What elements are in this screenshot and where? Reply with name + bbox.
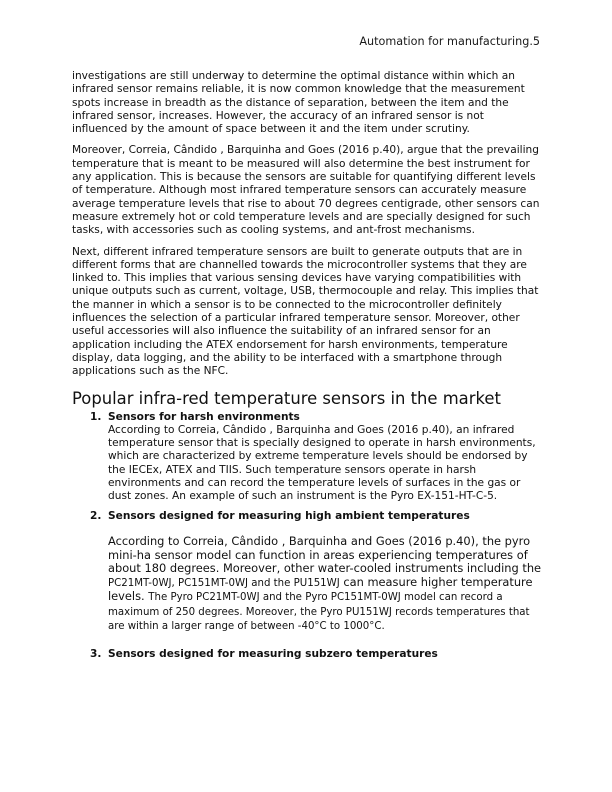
paragraph-3: Next, different infrared temperature sensors are built to generate outputs that are in different forms that are channelled towards the microcontroller systems that they are linked to. This implies that various sensing devices have varying compatibilities with unique outputs such as current, voltage, USB, thermocouple and relay. This implies that the manner in which a sensor is to be connected to the microcontroller definitely influences the selection of a particular infrared temperature sensor. Moreover, other useful accessories will also influence the suitability of an infrared sensor for an application including the ATEX endorsement for harsh environments, temperature display, data logging, and the ability to be interfaced with a smartphone through applications such as the NFC.: [72, 245, 539, 378]
list-item-text: [108, 535, 542, 634]
list-number: 2.: [90, 509, 102, 522]
list-item-title: Sensors for harsh environments: [108, 410, 300, 423]
sensor-list: [72, 411, 542, 662]
list-item-title: Sensors designed for measuring subzero temperatures: [108, 648, 438, 661]
running-head: Automation for manufacturing.5: [359, 35, 540, 48]
text-run: can measure higher temperature levels.: [108, 574, 533, 604]
paragraph-2: Moreover, Correia, Cândido , Barquinha and Goes (2016 p.40), argue that the prevailing temperature that is meant to be measured will also determine the best instrument for any application. This is because the sensors are suitable for quantifying different levels of temperature. Although most infrared temperature sensors can accurately measure average temperature levels that rise to about 70 degrees centigrade, other sensors can measure extremely hot or cold temperature levels and are specially designed for such tasks, with accessories such as cooling systems, and ant-frost mechanisms.: [72, 144, 540, 237]
paragraph-1: investigations are still underway to determine the optimal distance within which an infrared sensor remains reliable, it is now common knowledge that the measurement spots increase in breadth as the distance of separation, between the item and the infrared sensor, increases. However, the accuracy of an infrared sensor is not influenced by the amount of space between it and the item under scrutiny.: [72, 70, 525, 136]
model-names: PC21MT-0WJ, PC151MT-0WJ and the PU151WJ: [108, 577, 340, 589]
list-number: 1.: [90, 410, 102, 423]
list-item: [72, 411, 542, 504]
list-number: 3.: [90, 648, 102, 661]
list-item-text: According to Correia, Cândido , Barquinha and Goes (2016 p.40), an infrared temperature sensor that is specially designed to operate in harsh environments, which are characterized by extreme temperature levels should be endorsed by the IECEx, ATEX and TIIS. Such temperature sensors operate in harsh environments and can record the temperature levels of surfaces in the gas or dust zones. An example of such an instrument is the Pyro EX-151-HT-C-5.: [108, 423, 536, 503]
list-item: [72, 648, 542, 661]
section-heading: Popular infra-red temperature sensors in the market: [72, 388, 501, 408]
list-item-title: Sensors designed for measuring high ambient temperatures: [108, 509, 470, 522]
text-run-small: The Pyro PC21MT-0WJ and the Pyro PC151MT-0WJ model can record a maximum of 250 degrees. Moreover, the Pyro PU151WJ records temperatures that are within a larger range of between -40°C to 1000°C.: [108, 592, 530, 633]
text-run: According to Correia, Cândido , Barquinha and Goes (2016 p.40), the pyro mini-ha sensor model can function in areas experiencing temperatures of about 180 degrees. Moreover, other water-cooled instruments including the: [108, 533, 542, 576]
page-content: [72, 70, 542, 661]
list-item: [72, 510, 542, 634]
